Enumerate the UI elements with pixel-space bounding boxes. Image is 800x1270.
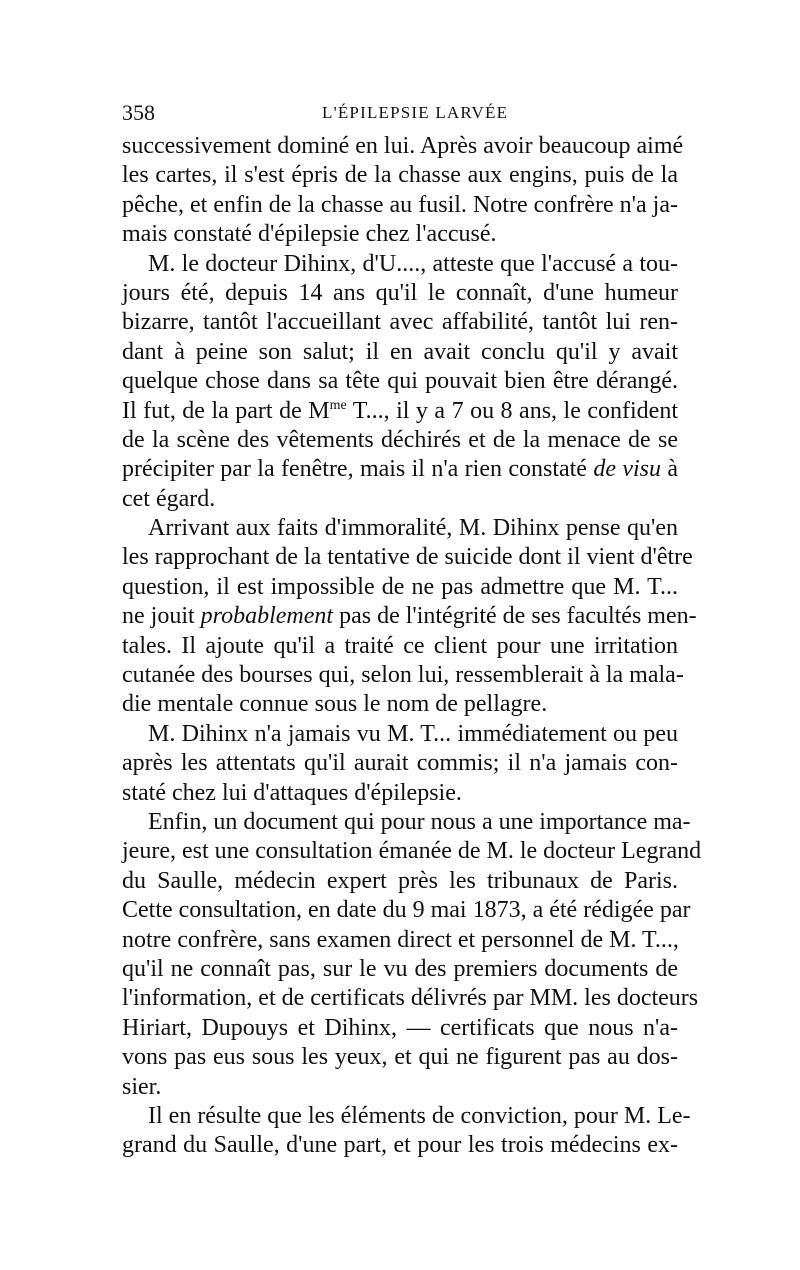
- text-line: de la scène des vêtements déchirés et de la menace de se: [122, 426, 678, 453]
- text-line: M. le docteur Dihinx, d'U...., atteste que l'accusé a tou-: [148, 250, 678, 277]
- text-line: vons pas eus sous les yeux, et qui ne figurent pas au dos-: [122, 1044, 678, 1071]
- text-line: qu'il ne connaît pas, sur le vu des premiers documents de: [122, 955, 678, 982]
- text-line: successivement dominé en lui. Après avoir beaucoup aimé: [122, 133, 684, 159]
- text-line: die mentale connue sous le nom de pellagre.: [122, 691, 548, 718]
- text-line: après les attentats qu'il aurait commis; il n'a jamais con-: [122, 750, 678, 777]
- italic-phrase: de visu: [593, 456, 661, 483]
- text-line: sier.: [122, 1073, 162, 1100]
- text-line: Arrivant aux faits d'immoralité, M. Dihinx pense qu'en: [148, 515, 678, 542]
- text-line: question, il est impossible de ne pas admettre que M. T...: [122, 573, 678, 600]
- text-line: Hiriart, Dupouys et Dihinx, — certificats que nous n'a-: [122, 1014, 678, 1041]
- text-line: jeure, est une consultation émanée de M. le docteur Legrand: [122, 838, 702, 865]
- text-line: bizarre, tantôt l'accueillant avec affabilité, tantôt lui ren-: [122, 309, 678, 336]
- text-line: pêche, et enfin de la chasse au fusil. Notre confrère n'a ja-: [122, 191, 678, 218]
- text-line: cutanée des bourses qui, selon lui, ressemblerait à la mala-: [122, 662, 684, 689]
- text-line: grand du Saulle, d'une part, et pour les trois médecins ex-: [122, 1132, 678, 1159]
- running-title: L'ÉPILEPSIE LARVÉE: [322, 103, 509, 122]
- text-line: les rapprochant de la tentative de suicide dont il vient d'être: [122, 544, 693, 571]
- text-line: quelque chose dans sa tête qui pouvait bien être dérangé.: [122, 368, 678, 395]
- text-line: Il en résulte que les éléments de conviction, pour M. Le-: [148, 1102, 691, 1129]
- text-line: ne jouit probablement pas de l'intégrité de ses facultés men-: [122, 603, 697, 630]
- text-line: jours été, depuis 14 ans qu'il le connaît, d'une humeur: [122, 279, 678, 306]
- superscript: me: [329, 397, 347, 413]
- text-line: précipiter par la fenêtre, mais il n'a rien constaté de visu à: [122, 456, 679, 483]
- text-line: les cartes, il s'est épris de la chasse aux engins, puis de la: [122, 162, 678, 189]
- page-number: 358: [122, 100, 155, 125]
- text-line: Enfin, un document qui pour nous a une importance ma-: [148, 808, 691, 835]
- italic-phrase: probablement: [200, 603, 334, 630]
- text-line: l'information, et de certificats délivrés par MM. les docteurs: [122, 985, 699, 1012]
- text-line: du Saulle, médecin expert près les tribunaux de Paris.: [122, 867, 678, 894]
- text-line: mais constaté d'épilepsie chez l'accusé.: [122, 221, 497, 248]
- text-line: staté chez lui d'attaques d'épilepsie.: [122, 779, 462, 806]
- text-line: cet égard.: [122, 485, 216, 512]
- text-line: notre confrère, sans examen direct et personnel de M. T...,: [122, 926, 679, 953]
- body-text: [122, 132, 702, 1161]
- running-head: [122, 98, 678, 128]
- text-line: Cette consultation, en date du 9 mai 1873, a été rédigée par: [122, 897, 691, 924]
- text-line: M. Dihinx n'a jamais vu M. T... immédiatement ou peu: [148, 720, 678, 747]
- text-line: dant à peine son salut; il en avait conclu qu'il y avait: [122, 338, 678, 365]
- text-line: Il fut, de la part de $M^{me}$ T..., il y a 7 ou 8 ans, le confident: [122, 397, 678, 424]
- text-line: tales. Il ajoute qu'il a traité ce client pour une irritation: [122, 632, 678, 659]
